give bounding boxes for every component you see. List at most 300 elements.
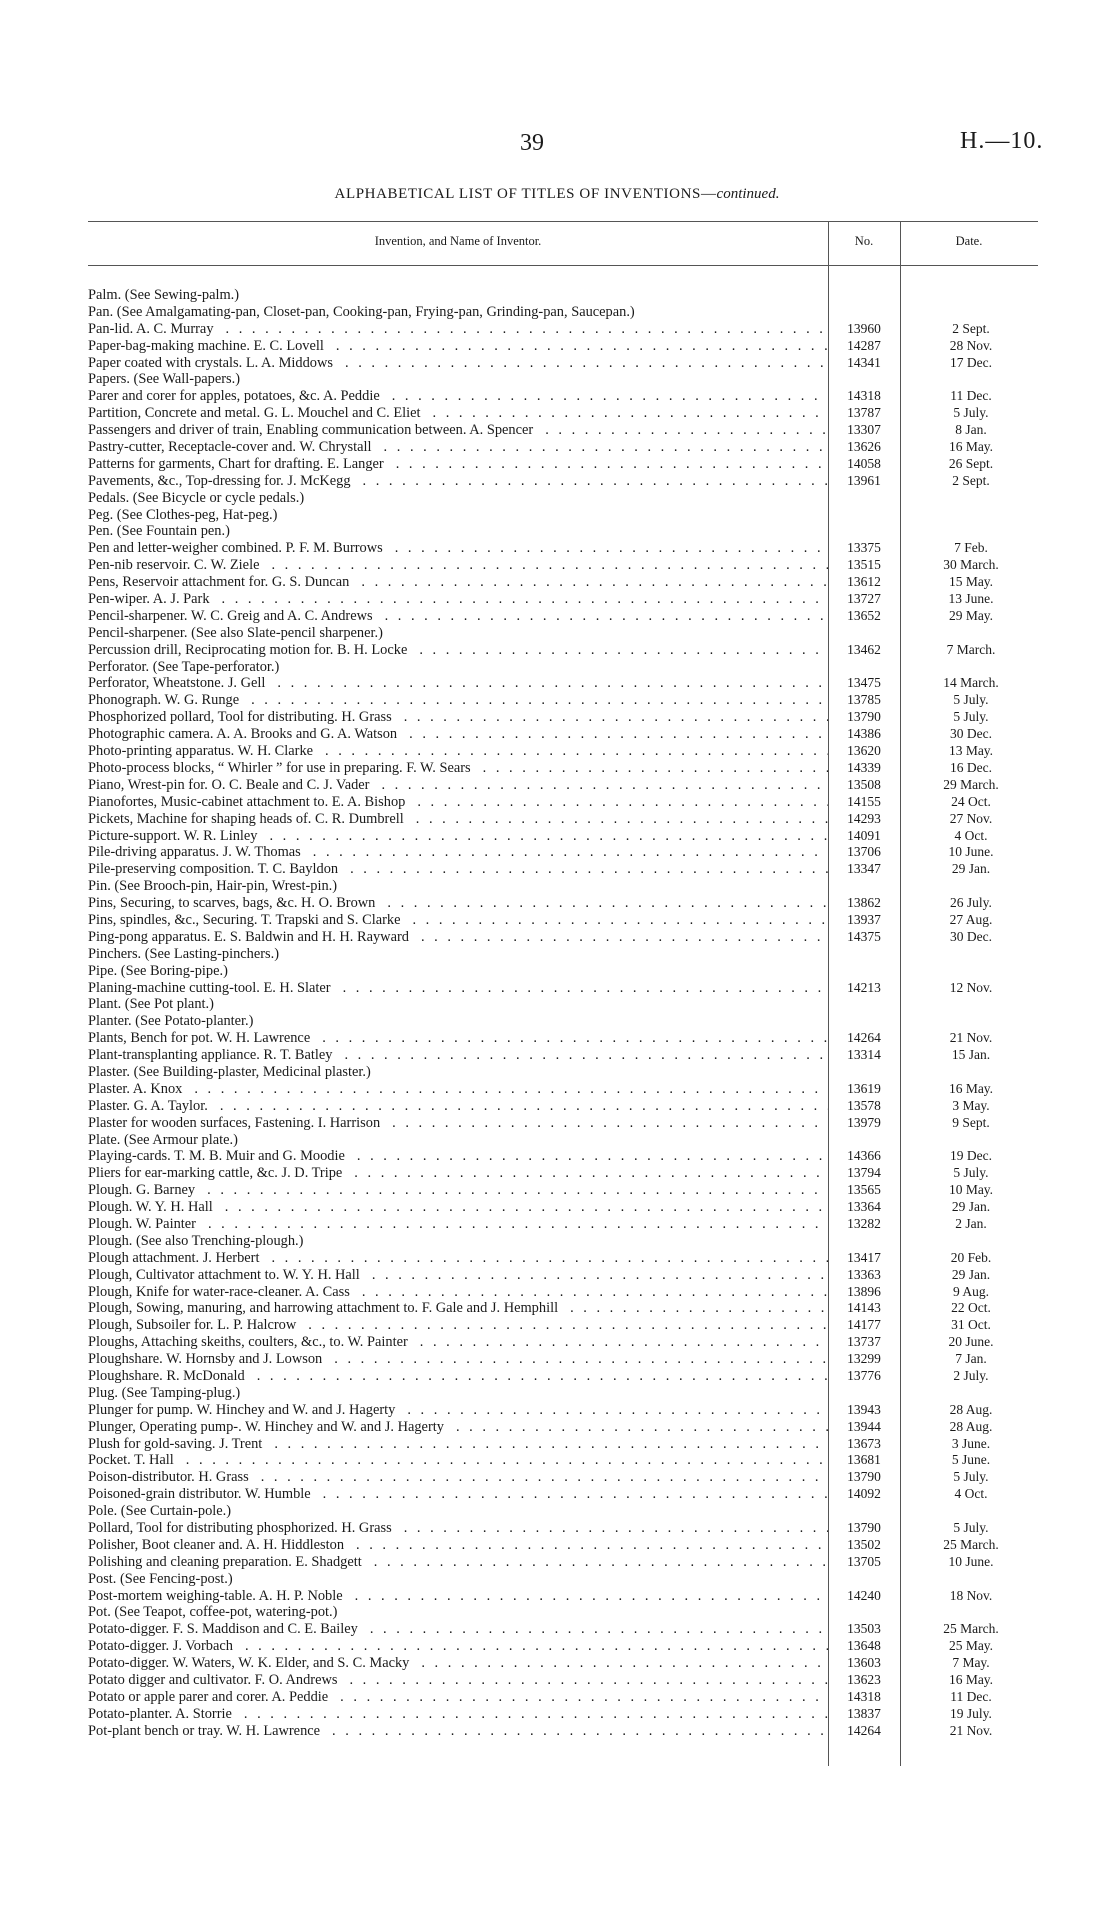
invention-date: 27 Nov. [949, 810, 993, 826]
invention-number: 13462 [847, 641, 881, 657]
invention-date: 29 Jan. [951, 1266, 991, 1282]
invention-title: Pliers for ear-marking cattle, &c. J. D. Tripe . . . [88, 1165, 828, 1182]
invention-date: 9 Aug. [952, 1283, 989, 1299]
list-item [88, 355, 1038, 372]
invention-number: 14240 [847, 1587, 881, 1603]
inventions-list [88, 287, 1038, 1740]
invention-date: 2 Sept. [952, 472, 990, 488]
invention-title: Potato-digger. W. Waters, W. K. Elder, and S. C. Macky . . . [88, 1655, 828, 1672]
invention-title: Playing-cards. T. M. B. Muir and G. Moodie . . . [88, 1148, 828, 1165]
invention-date: 5 July. [953, 1469, 989, 1485]
invention-date: 7 Feb. [954, 540, 988, 556]
invention-title: Percussion drill, Reciprocating motion for. B. H. Locke . . . [88, 642, 828, 659]
invention-date: 28 Nov. [949, 337, 993, 353]
invention-title: Passengers and driver of train, Enabling communication between. A. Spencer . . . [88, 422, 828, 439]
list-item [88, 794, 1038, 811]
invention-title: Plough. W. Painter . . . [88, 1216, 828, 1233]
invention-title: Piano, Wrest-pin for. O. C. Beale and C. J. Vader . . . [88, 777, 828, 794]
invention-title: Potato digger and cultivator. F. O. Andrews . . . [88, 1672, 828, 1689]
invention-number: 13652 [847, 607, 881, 623]
list-item [88, 1689, 1038, 1706]
invention-date: 31 Oct. [951, 1317, 991, 1333]
invention-number: 14386 [847, 726, 881, 742]
invention-title: Polishing and cleaning preparation. E. Shadgett . . . [88, 1554, 828, 1571]
invention-title: Plaster. (See Building-plaster, Medicinal plaster.) [88, 1063, 371, 1080]
invention-number: 13837 [847, 1705, 881, 1721]
invention-number: 13737 [847, 1334, 881, 1350]
invention-title: Photographic camera. A. A. Brooks and G. A. Watson . . . [88, 726, 828, 743]
invention-date: 16 Dec. [950, 759, 992, 775]
invention-date: 2 Jan. [955, 1215, 987, 1231]
invention-number: 13299 [847, 1351, 881, 1367]
column-header-invention: Invention, and Name of Inventor. [374, 234, 542, 248]
invention-title: Plough. W. Y. H. Hall . . . [88, 1199, 828, 1216]
invention-number: 14091 [847, 827, 881, 843]
invention-number: 13375 [847, 540, 881, 556]
list-item [88, 912, 1038, 929]
invention-date: 22 Oct. [951, 1300, 991, 1316]
invention-date: 11 Dec. [950, 1688, 992, 1704]
list-item [88, 1706, 1038, 1723]
list-item [88, 1402, 1038, 1419]
list-item [88, 439, 1038, 456]
list-item [88, 1284, 1038, 1301]
invention-number: 13944 [847, 1418, 881, 1434]
list-title [0, 186, 1114, 203]
invention-number: 14092 [847, 1486, 881, 1502]
invention-title: Poison-distributor. H. Grass . . . [88, 1469, 828, 1486]
invention-number: 14177 [847, 1317, 881, 1333]
list-item [88, 1638, 1038, 1655]
invention-title: Paper coated with crystals. L. A. Middows . . . [88, 355, 828, 372]
list-item [88, 895, 1038, 912]
invention-date: 3 June. [951, 1435, 991, 1451]
list-item [88, 743, 1038, 760]
invention-number: 13961 [847, 472, 881, 488]
invention-number: 14155 [847, 793, 881, 809]
invention-date: 14 March. [943, 675, 999, 691]
column-header-no: No. [854, 234, 874, 248]
invention-title: Pole. (See Curtain-pole.) [88, 1503, 232, 1520]
list-item [88, 338, 1038, 355]
list-item [88, 709, 1038, 726]
invention-date: 13 May. [948, 743, 994, 759]
invention-title: Potato-digger. J. Vorbach . . . [88, 1638, 828, 1655]
invention-title: Phonograph. W. G. Runge . . . [88, 692, 828, 709]
list-title-continued: continued. [716, 186, 780, 202]
invention-title: Planter. (See Potato-planter.) [88, 1013, 254, 1030]
invention-date: 30 Dec. [950, 726, 992, 742]
invention-date: 29 Jan. [951, 861, 991, 877]
invention-date: 18 Nov. [949, 1587, 993, 1603]
invention-date: 12 Nov. [949, 979, 993, 995]
list-item [88, 1588, 1038, 1605]
list-item [88, 844, 1038, 861]
list-item [88, 1115, 1038, 1132]
invention-number: 13508 [847, 776, 881, 792]
list-item [88, 1604, 1038, 1621]
list-item [88, 1520, 1038, 1537]
invention-date: 16 May. [948, 1080, 994, 1096]
invention-title: Plough. (See also Trenching-plough.) [88, 1232, 304, 1249]
invention-number: 13503 [847, 1621, 881, 1637]
invention-number: 13790 [847, 1520, 881, 1536]
list-item [88, 1030, 1038, 1047]
invention-date: 27 Aug. [949, 911, 993, 927]
invention-title: Pile-driving apparatus. J. W. Thomas . . . [88, 844, 828, 861]
list-item [88, 963, 1038, 980]
invention-title: Pianofortes, Music-cabinet attachment to. E. A. Bishop . . . [88, 794, 828, 811]
invention-title: Pickets, Machine for shaping heads of. C. R. Dumbrell . . . [88, 811, 828, 828]
invention-title: Pen-nib reservoir. C. W. Ziele . . . [88, 557, 828, 574]
invention-date: 5 July. [953, 1165, 989, 1181]
page-number: 39 [520, 130, 544, 156]
invention-title: Potato or apple parer and corer. A. Peddie . . . [88, 1689, 828, 1706]
invention-title: Plaster. A. Knox . . . [88, 1081, 828, 1098]
document-code: H.—10. [960, 128, 1044, 154]
invention-number: 13862 [847, 895, 881, 911]
invention-title: Palm. (See Sewing-palm.) [88, 287, 240, 303]
invention-title: Pin. (See Brooch-pin, Hair-pin, Wrest-pin.) [88, 878, 338, 895]
invention-number: 13347 [847, 861, 881, 877]
invention-title: Potato-digger. F. S. Maddison and C. E. Bailey . . . [88, 1621, 828, 1638]
list-item [88, 523, 1038, 540]
list-item [88, 642, 1038, 659]
invention-title: Plough, Cultivator attachment to. W. Y. H. Hall . . . [88, 1267, 828, 1284]
list-item [88, 878, 1038, 895]
invention-number: 13960 [847, 320, 881, 336]
invention-number: 13896 [847, 1283, 881, 1299]
invention-date: 2 Sept. [952, 320, 990, 336]
invention-number: 13705 [847, 1553, 881, 1569]
invention-number: 13475 [847, 675, 881, 691]
invention-title: Pens, Reservoir attachment for. G. S. Duncan . . . [88, 574, 828, 591]
invention-title: Potato-planter. A. Storrie . . . [88, 1706, 828, 1723]
invention-title: Peg. (See Clothes-peg, Hat-peg.) [88, 506, 278, 523]
list-item [88, 422, 1038, 439]
invention-date: 21 Nov. [949, 1722, 993, 1738]
invention-date: 15 Jan. [951, 1047, 991, 1063]
invention-number: 13502 [847, 1536, 881, 1552]
list-item [88, 1723, 1038, 1740]
invention-date: 24 Oct. [951, 793, 991, 809]
invention-title: Pins, Securing, to scarves, bags, &c. H. O. Brown . . . [88, 895, 828, 912]
invention-number: 13673 [847, 1435, 881, 1451]
list-item [88, 1199, 1038, 1216]
invention-date: 28 Aug. [949, 1418, 993, 1434]
invention-date: 30 Dec. [950, 928, 992, 944]
invention-title: Pocket. T. Hall . . . [88, 1452, 828, 1469]
invention-title: Plate. (See Armour plate.) [88, 1131, 238, 1148]
list-item [88, 1098, 1038, 1115]
invention-date: 26 Sept. [948, 455, 994, 471]
invention-number: 13785 [847, 692, 881, 708]
invention-number: 14264 [847, 1722, 881, 1738]
invention-title: Perforator, Wheatstone. J. Gell . . . [88, 675, 828, 692]
list-item [88, 692, 1038, 709]
list-item [88, 1571, 1038, 1588]
invention-title: Pen. (See Fountain pen.) [88, 523, 230, 540]
invention-number: 13943 [847, 1401, 881, 1417]
list-item [88, 540, 1038, 557]
invention-title: Pipe. (See Boring-pipe.) [88, 962, 228, 979]
list-item [88, 980, 1038, 997]
invention-title: Plough. G. Barney . . . [88, 1182, 828, 1199]
invention-number: 13314 [847, 1047, 881, 1063]
list-item [88, 1216, 1038, 1233]
invention-date: 7 May. [952, 1655, 990, 1671]
invention-title: Pinchers. (See Lasting-pinchers.) [88, 945, 280, 962]
invention-date: 5 July. [953, 692, 989, 708]
list-item [88, 608, 1038, 625]
invention-title: Picture-support. W. R. Linley . . . [88, 828, 828, 845]
invention-title: Plough, Subsoiler for. L. P. Halcrow . . . [88, 1317, 828, 1334]
list-item [88, 1250, 1038, 1267]
invention-number: 13623 [847, 1672, 881, 1688]
invention-date: 20 Feb. [950, 1249, 992, 1265]
list-item [88, 1655, 1038, 1672]
table-top-rule [88, 221, 1038, 222]
invention-number: 14339 [847, 759, 881, 775]
invention-title: Pastry-cutter, Receptacle-cover and. W. Chrystall . . . [88, 439, 828, 456]
invention-number: 13706 [847, 844, 881, 860]
invention-title: Ping-pong apparatus. E. S. Baldwin and H. H. Rayward . . . [88, 929, 828, 946]
invention-number: 13515 [847, 557, 881, 573]
list-item [88, 287, 1038, 304]
invention-number: 13681 [847, 1452, 881, 1468]
invention-number: 13417 [847, 1249, 881, 1265]
invention-title: Perforator. (See Tape-perforator.) [88, 658, 280, 675]
invention-date: 2 July. [953, 1368, 989, 1383]
invention-date: 10 June. [948, 1553, 994, 1569]
invention-title: Plunger for pump. W. Hinchey and W. and J. Hagerty . . . [88, 1402, 828, 1419]
invention-number: 13612 [847, 574, 881, 590]
invention-date: 7 March. [946, 641, 996, 657]
invention-number: 14058 [847, 455, 881, 471]
invention-title: Pot-plant bench or tray. W. H. Lawrence . . . [88, 1723, 828, 1740]
list-item [88, 1554, 1038, 1571]
column-header-date: Date. [955, 234, 983, 248]
invention-title: Pen-wiper. A. J. Park . . . [88, 591, 828, 608]
list-item [88, 625, 1038, 642]
table-header-rule [88, 265, 1038, 266]
list-item [88, 1267, 1038, 1284]
invention-number: 13603 [847, 1655, 881, 1671]
invention-date: 16 May. [948, 1672, 994, 1688]
list-item [88, 1148, 1038, 1165]
list-item [88, 726, 1038, 743]
list-item [88, 1165, 1038, 1182]
invention-date: 10 May. [948, 1182, 994, 1198]
invention-title: Plough, Sowing, manuring, and harrowing attachment to. F. Gale and J. Hemphill . . . [88, 1300, 828, 1317]
invention-number: 13727 [847, 591, 881, 607]
invention-date: 9 Sept. [952, 1114, 990, 1130]
invention-date: 5 July. [953, 1520, 989, 1536]
invention-date: 3 May. [952, 1097, 990, 1113]
invention-title: Pollard, Tool for distributing phosphorized. H. Grass . . . [88, 1520, 828, 1537]
invention-date: 25 March. [943, 1536, 999, 1552]
invention-number: 14213 [847, 979, 881, 995]
invention-number: 14375 [847, 928, 881, 944]
invention-date: 15 May. [948, 574, 994, 590]
list-item [88, 1182, 1038, 1199]
list-item [88, 456, 1038, 473]
invention-number: 14287 [847, 337, 881, 353]
invention-number: 13363 [847, 1266, 881, 1282]
invention-number: 14264 [847, 1030, 881, 1046]
invention-number: 13307 [847, 422, 881, 438]
list-item [88, 1672, 1038, 1689]
list-item [88, 1452, 1038, 1469]
invention-title: Pedals. (See Bicycle or cycle pedals.) [88, 489, 305, 506]
list-item [88, 1300, 1038, 1317]
list-item [88, 490, 1038, 507]
invention-date: 13 June. [948, 591, 994, 607]
invention-title: Photo-process blocks, “ Whirler ” for use in preparing. F. W. Sears . . . [88, 760, 828, 777]
invention-title: Plaster for wooden surfaces, Fastening. I. Harrison . . . [88, 1115, 828, 1132]
list-item [88, 1064, 1038, 1081]
invention-date: 5 July. [953, 709, 989, 725]
invention-title: Phosphorized pollard, Tool for distributing. H. Grass . . . [88, 709, 828, 726]
invention-title: Pan-lid. A. C. Murray . . . [88, 321, 828, 338]
invention-number: 13979 [847, 1114, 881, 1130]
invention-title: Planing-machine cutting-tool. E. H. Slater . . . [88, 980, 828, 997]
invention-number: 14318 [847, 1688, 881, 1704]
invention-number: 13790 [847, 1469, 881, 1485]
list-item [88, 388, 1038, 405]
invention-date: 29 May. [948, 607, 994, 623]
list-item [88, 760, 1038, 777]
invention-number: 13364 [847, 1199, 881, 1215]
list-item [88, 1317, 1038, 1334]
invention-date: 25 May. [948, 1638, 994, 1654]
invention-number: 13282 [847, 1215, 881, 1231]
list-item [88, 1081, 1038, 1098]
invention-title: Post-mortem weighing-table. A. H. P. Noble . . . [88, 1588, 828, 1605]
invention-title: Patterns for garments, Chart for drafting. E. Langer . . . [88, 456, 828, 473]
list-item [88, 1469, 1038, 1486]
invention-number: 14318 [847, 388, 881, 404]
list-item [88, 1419, 1038, 1436]
invention-number: 13619 [847, 1080, 881, 1096]
invention-date: 16 May. [948, 439, 994, 455]
invention-title: Plaster. G. A. Taylor. . . . [88, 1098, 828, 1115]
invention-date: 17 Dec. [950, 354, 992, 370]
list-item [88, 574, 1038, 591]
invention-date: 11 Dec. [950, 388, 992, 404]
invention-date: 28 Aug. [949, 1401, 993, 1417]
list-item [88, 861, 1038, 878]
list-item [88, 1621, 1038, 1638]
list-item [88, 1351, 1038, 1368]
invention-title: Pencil-sharpener. W. C. Greig and A. C. Andrews . . . [88, 608, 828, 625]
list-item [88, 675, 1038, 692]
invention-number: 13776 [847, 1368, 881, 1383]
list-item [88, 1486, 1038, 1503]
invention-number: 14366 [847, 1148, 881, 1164]
invention-date: 19 Dec. [950, 1148, 992, 1164]
invention-title: Polisher, Boot cleaner and. A. H. Hiddleston . . . [88, 1537, 828, 1554]
invention-date: 29 Jan. [951, 1199, 991, 1215]
invention-number: 13620 [847, 743, 881, 759]
invention-title: Ploughs, Attaching skeiths, coulters, &c., to. W. Painter . . . [88, 1334, 828, 1351]
invention-title: Pen and letter-weigher combined. P. F. M. Burrows . . . [88, 540, 828, 557]
invention-date: 7 Jan. [955, 1351, 987, 1367]
invention-date: 8 Jan. [955, 422, 987, 438]
invention-number: 13787 [847, 405, 881, 421]
list-item [88, 371, 1038, 388]
invention-title: Pile-preserving composition. T. C. Bayldon . . . [88, 861, 828, 878]
invention-title: Plug. (See Tamping-plug.) [88, 1384, 241, 1401]
invention-number: 14293 [847, 810, 881, 826]
invention-title: Plants, Bench for pot. W. H. Lawrence . . . [88, 1030, 828, 1047]
invention-title: Partition, Concrete and metal. G. L. Mouchel and C. Eliet . . . [88, 405, 828, 422]
invention-date: 29 March. [943, 776, 999, 792]
invention-date: 5 June. [951, 1452, 991, 1468]
invention-date: 21 Nov. [949, 1030, 993, 1046]
invention-title: Ploughshare. R. McDonald . . . [88, 1368, 828, 1385]
list-item [88, 473, 1038, 490]
list-item [88, 828, 1038, 845]
invention-number: 13626 [847, 439, 881, 455]
list-item [88, 1047, 1038, 1064]
list-item [88, 811, 1038, 828]
invention-title: Photo-printing apparatus. W. H. Clarke . . . [88, 743, 828, 760]
invention-title: Pot. (See Teapot, coffee-pot, watering-pot.) [88, 1604, 338, 1621]
invention-date: 4 Oct. [954, 1486, 988, 1502]
invention-number: 13565 [847, 1182, 881, 1198]
list-item [88, 1436, 1038, 1453]
invention-date: 26 July. [950, 895, 992, 911]
invention-title: Ploughshare. W. Hornsby and J. Lowson . . . [88, 1351, 828, 1368]
list-item [88, 946, 1038, 963]
list-item [88, 777, 1038, 794]
invention-title: Plush for gold-saving. J. Trent . . . [88, 1436, 828, 1453]
list-item [88, 929, 1038, 946]
invention-title: Plunger, Operating pump-. W. Hinchey and W. and J. Hagerty . . . [88, 1419, 828, 1436]
invention-date: 20 June. [948, 1334, 994, 1350]
invention-title: Pan. (See Amalgamating-pan, Closet-pan, Cooking-pan, Frying-pan, Grinding-pan, Saucepan.) [88, 303, 635, 320]
invention-number: 13790 [847, 709, 881, 725]
list-item [88, 405, 1038, 422]
list-item [88, 1132, 1038, 1149]
invention-date: 5 July. [953, 405, 989, 421]
list-item [88, 1385, 1038, 1402]
invention-title: Plough attachment. J. Herbert . . . [88, 1250, 828, 1267]
invention-title: Parer and corer for apples, potatoes, &c. A. Peddie . . . [88, 388, 828, 405]
invention-title: Poisoned-grain distributor. W. Humble . . . [88, 1486, 828, 1503]
invention-title: Plough, Knife for water-race-cleaner. A. Cass . . . [88, 1284, 828, 1301]
list-item [88, 1368, 1038, 1385]
list-item [88, 1537, 1038, 1554]
invention-title: Papers. (See Wall-papers.) [88, 371, 241, 388]
invention-number: 13937 [847, 911, 881, 927]
invention-title: Pencil-sharpener. (See also Slate-pencil sharpener.) [88, 624, 383, 641]
invention-title: Paper-bag-making machine. E. C. Lovell . . . [88, 338, 828, 355]
invention-title: Plant-transplanting appliance. R. T. Batley . . . [88, 1047, 828, 1064]
invention-date: 4 Oct. [954, 827, 988, 843]
invention-number: 13578 [847, 1097, 881, 1113]
list-item [88, 659, 1038, 676]
list-item [88, 557, 1038, 574]
list-item [88, 304, 1038, 321]
list-item [88, 507, 1038, 524]
list-item [88, 996, 1038, 1013]
invention-title: Pins, spindles, &c., Securing. T. Trapski and S. Clarke . . . [88, 912, 828, 929]
invention-date: 25 March. [943, 1621, 999, 1637]
invention-date: 19 July. [950, 1705, 992, 1721]
list-item [88, 1013, 1038, 1030]
